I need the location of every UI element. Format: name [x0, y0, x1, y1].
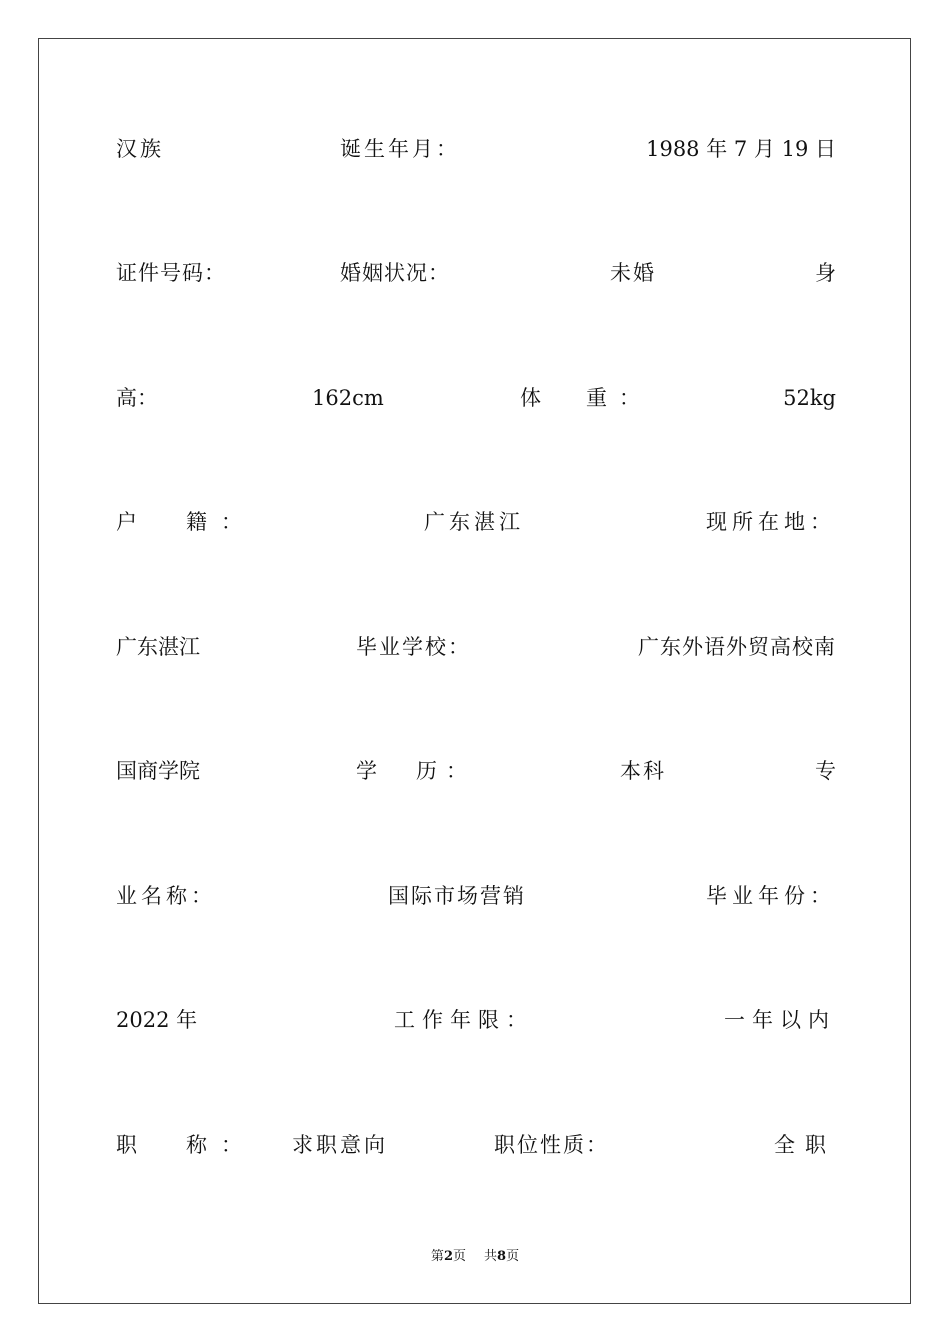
text-line-9 [116, 1130, 836, 1160]
text-segment: 现所在地： [706, 510, 836, 534]
footer-page-prefix: 第 [430, 1249, 444, 1264]
text-segment: 职 称： [116, 1133, 256, 1157]
text-segment: 本科 [620, 759, 666, 783]
text-segment: 汉族 [116, 137, 164, 161]
text-segment: 体 重： [520, 386, 652, 410]
text-line-2 [116, 258, 836, 288]
footer-page-unit: 页 [452, 1249, 466, 1264]
text-segment: 毕业学校： [356, 635, 471, 659]
text-segment: 广东湛江 [424, 510, 524, 534]
text-segment: 毕业年份： [706, 884, 836, 908]
text-segment: 证件号码： [116, 261, 226, 285]
text-segment: 52kg [783, 386, 836, 410]
footer-page-number: 2 [443, 1249, 453, 1264]
text-segment: 国商学院 [116, 759, 200, 783]
text-line-7 [116, 881, 836, 911]
text-line-3 [116, 383, 836, 413]
text-segment: 求职意向 [292, 1133, 388, 1157]
text-segment: 广东湛江 [116, 635, 200, 659]
text-line-1 [116, 134, 836, 164]
text-segment: 婚姻状况： [340, 261, 450, 285]
text-segment: 全职 [774, 1133, 836, 1157]
text-segment: 1988 年 7 月 19 日 [646, 137, 836, 161]
text-line-6 [116, 756, 836, 786]
text-segment: 162cm [312, 386, 384, 410]
text-segment: 身 [815, 261, 836, 285]
footer-total-prefix: 共 [484, 1249, 498, 1264]
text-segment: 一年以内 [724, 1008, 836, 1032]
text-segment: 专 [815, 759, 836, 783]
text-segment: 户 籍： [116, 510, 256, 534]
text-segment: 2022 年 [116, 1008, 198, 1032]
text-line-5 [116, 632, 836, 662]
text-segment: 未婚 [610, 261, 656, 285]
text-line-8 [116, 1005, 836, 1035]
text-segment: 高： [116, 386, 158, 410]
footer-total-unit: 页 [506, 1249, 520, 1264]
footer-total-number: 8 [497, 1249, 507, 1264]
text-segment: 国际市场营销 [388, 884, 526, 908]
text-segment: 诞生年月： [340, 137, 460, 161]
text-segment: 业名称： [116, 884, 216, 908]
text-segment: 广东外语外贸高校南 [638, 635, 836, 659]
page-frame [38, 38, 911, 1304]
text-line-4 [116, 507, 836, 537]
page-footer [0, 1248, 950, 1266]
text-segment: 学 历： [356, 759, 476, 783]
text-segment: 职位性质： [494, 1133, 609, 1157]
text-segment: 工作年限： [394, 1008, 534, 1032]
